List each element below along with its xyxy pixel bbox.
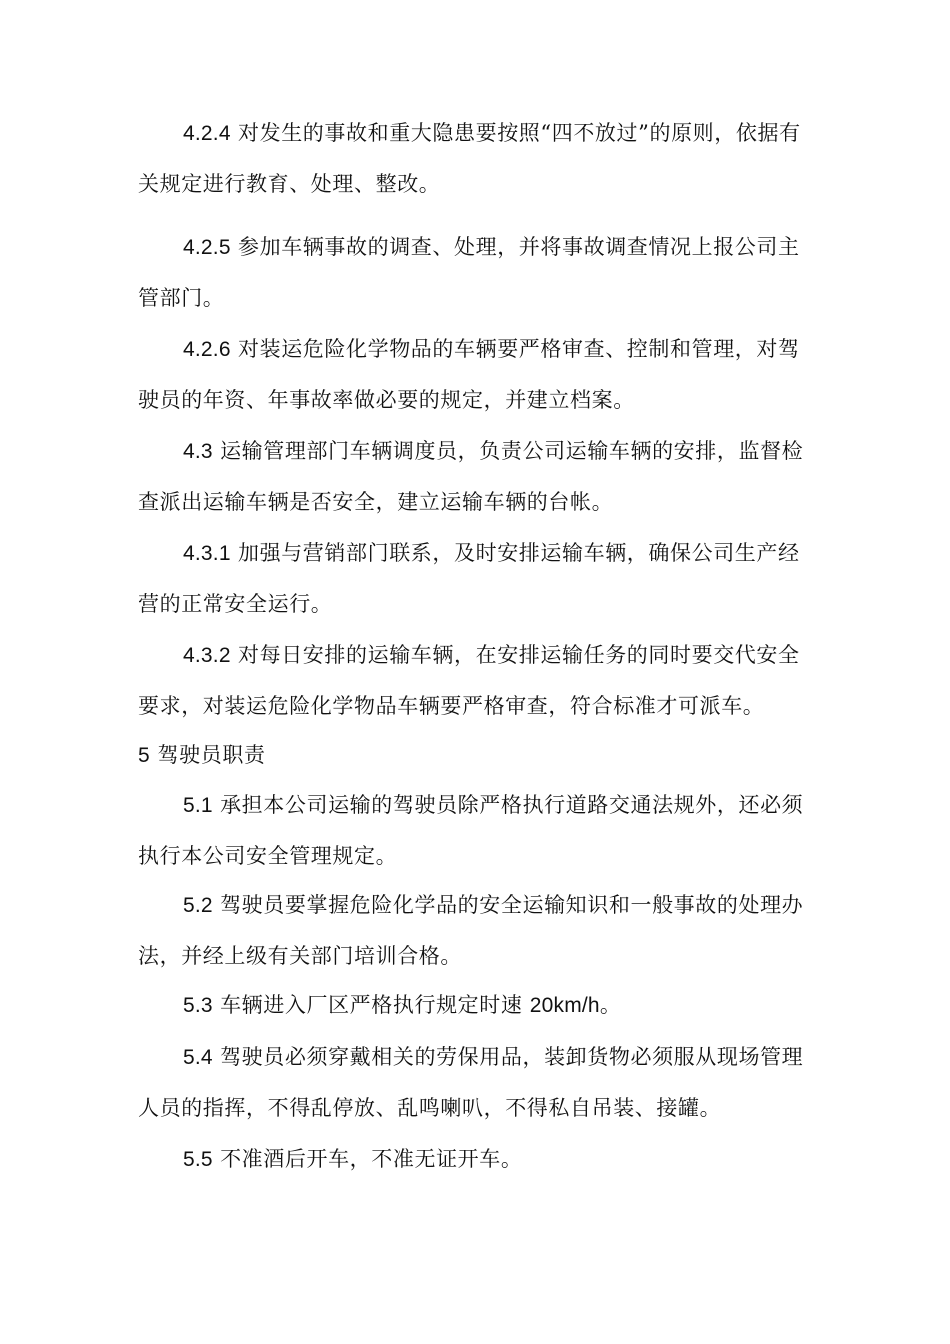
clause-number: 5.4 — [183, 1046, 213, 1069]
clause-number: 4.3.2 — [183, 644, 231, 667]
paragraph-5-3 — [138, 980, 806, 1031]
paragraph-4-2-4 — [138, 108, 806, 210]
paragraph-4-3-2 — [138, 630, 806, 732]
clause-text: 车辆进入厂区严格执行规定时速 — [212, 993, 530, 1017]
clause-number: 4.3.1 — [183, 542, 231, 565]
clause-text: 承担本公司运输的驾驶员除严格执行道路交通法规外，还必须执行本公司安全管理规定。 — [138, 793, 804, 868]
paragraph-4-2-5 — [138, 222, 806, 324]
clause-text: 参加车辆事故的调查、处理，并将事故调查情况上报公司主管部门。 — [138, 235, 800, 310]
clause-number: 4.3 — [183, 440, 213, 463]
clause-number: 4.2.5 — [183, 236, 231, 259]
clause-text: 驾驶员要掌握危险化学品的安全运输知识和一般事故的处理办法，并经上级有关部门培训合格。 — [138, 893, 804, 968]
clause-text: 对装运危险化学物品的车辆要严格审查、控制和管理，对驾驶员的年资、年事故率做必要的规定，并建立档案。 — [138, 337, 800, 412]
clause-text: 对发生的事故和重大隐患要按照“四不放过”的原则，依据有关规定进行教育、处理、整改。 — [138, 121, 801, 196]
paragraph-5-5 — [138, 1134, 806, 1185]
paragraph-4-2-6 — [138, 324, 806, 426]
section-heading-5 — [138, 730, 806, 781]
clause-number: 5.2 — [183, 894, 213, 917]
paragraph-5-1 — [138, 780, 806, 882]
clause-text: 不准酒后开车，不准无证开车。 — [212, 1147, 523, 1171]
clause-text-tail: 。 — [599, 993, 622, 1017]
clause-text: 驾驶员必须穿戴相关的劳保用品，装卸货物必须服从现场管理人员的指挥，不得乱停放、乱鸣喇叭，不得私自吊装、接罐。 — [138, 1045, 804, 1120]
section-number: 5 — [138, 744, 151, 767]
clause-number: 4.2.4 — [183, 122, 231, 145]
paragraph-5-4 — [138, 1032, 806, 1134]
speed-limit-value: 20km/h — [529, 994, 600, 1017]
paragraph-4-3-1 — [138, 528, 806, 630]
clause-text: 运输管理部门车辆调度员，负责公司运输车辆的安排，监督检查派出运输车辆是否安全，建立运输车辆的台帐。 — [138, 439, 804, 514]
clause-number: 5.3 — [183, 994, 213, 1017]
paragraph-5-2 — [138, 880, 806, 982]
clause-text: 对每日安排的运输车辆，在安排运输任务的同时要交代安全要求，对装运危险化学物品车辆要严格审查，符合标准才可派车。 — [138, 643, 800, 718]
clause-number: 4.2.6 — [183, 338, 231, 361]
clause-number: 5.5 — [183, 1148, 213, 1171]
clause-number: 5.1 — [183, 794, 213, 817]
clause-text: 加强与营销部门联系，及时安排运输车辆，确保公司生产经营的正常安全运行。 — [138, 541, 800, 616]
paragraph-4-3 — [138, 426, 806, 528]
section-title: 驾驶员职责 — [150, 743, 266, 767]
